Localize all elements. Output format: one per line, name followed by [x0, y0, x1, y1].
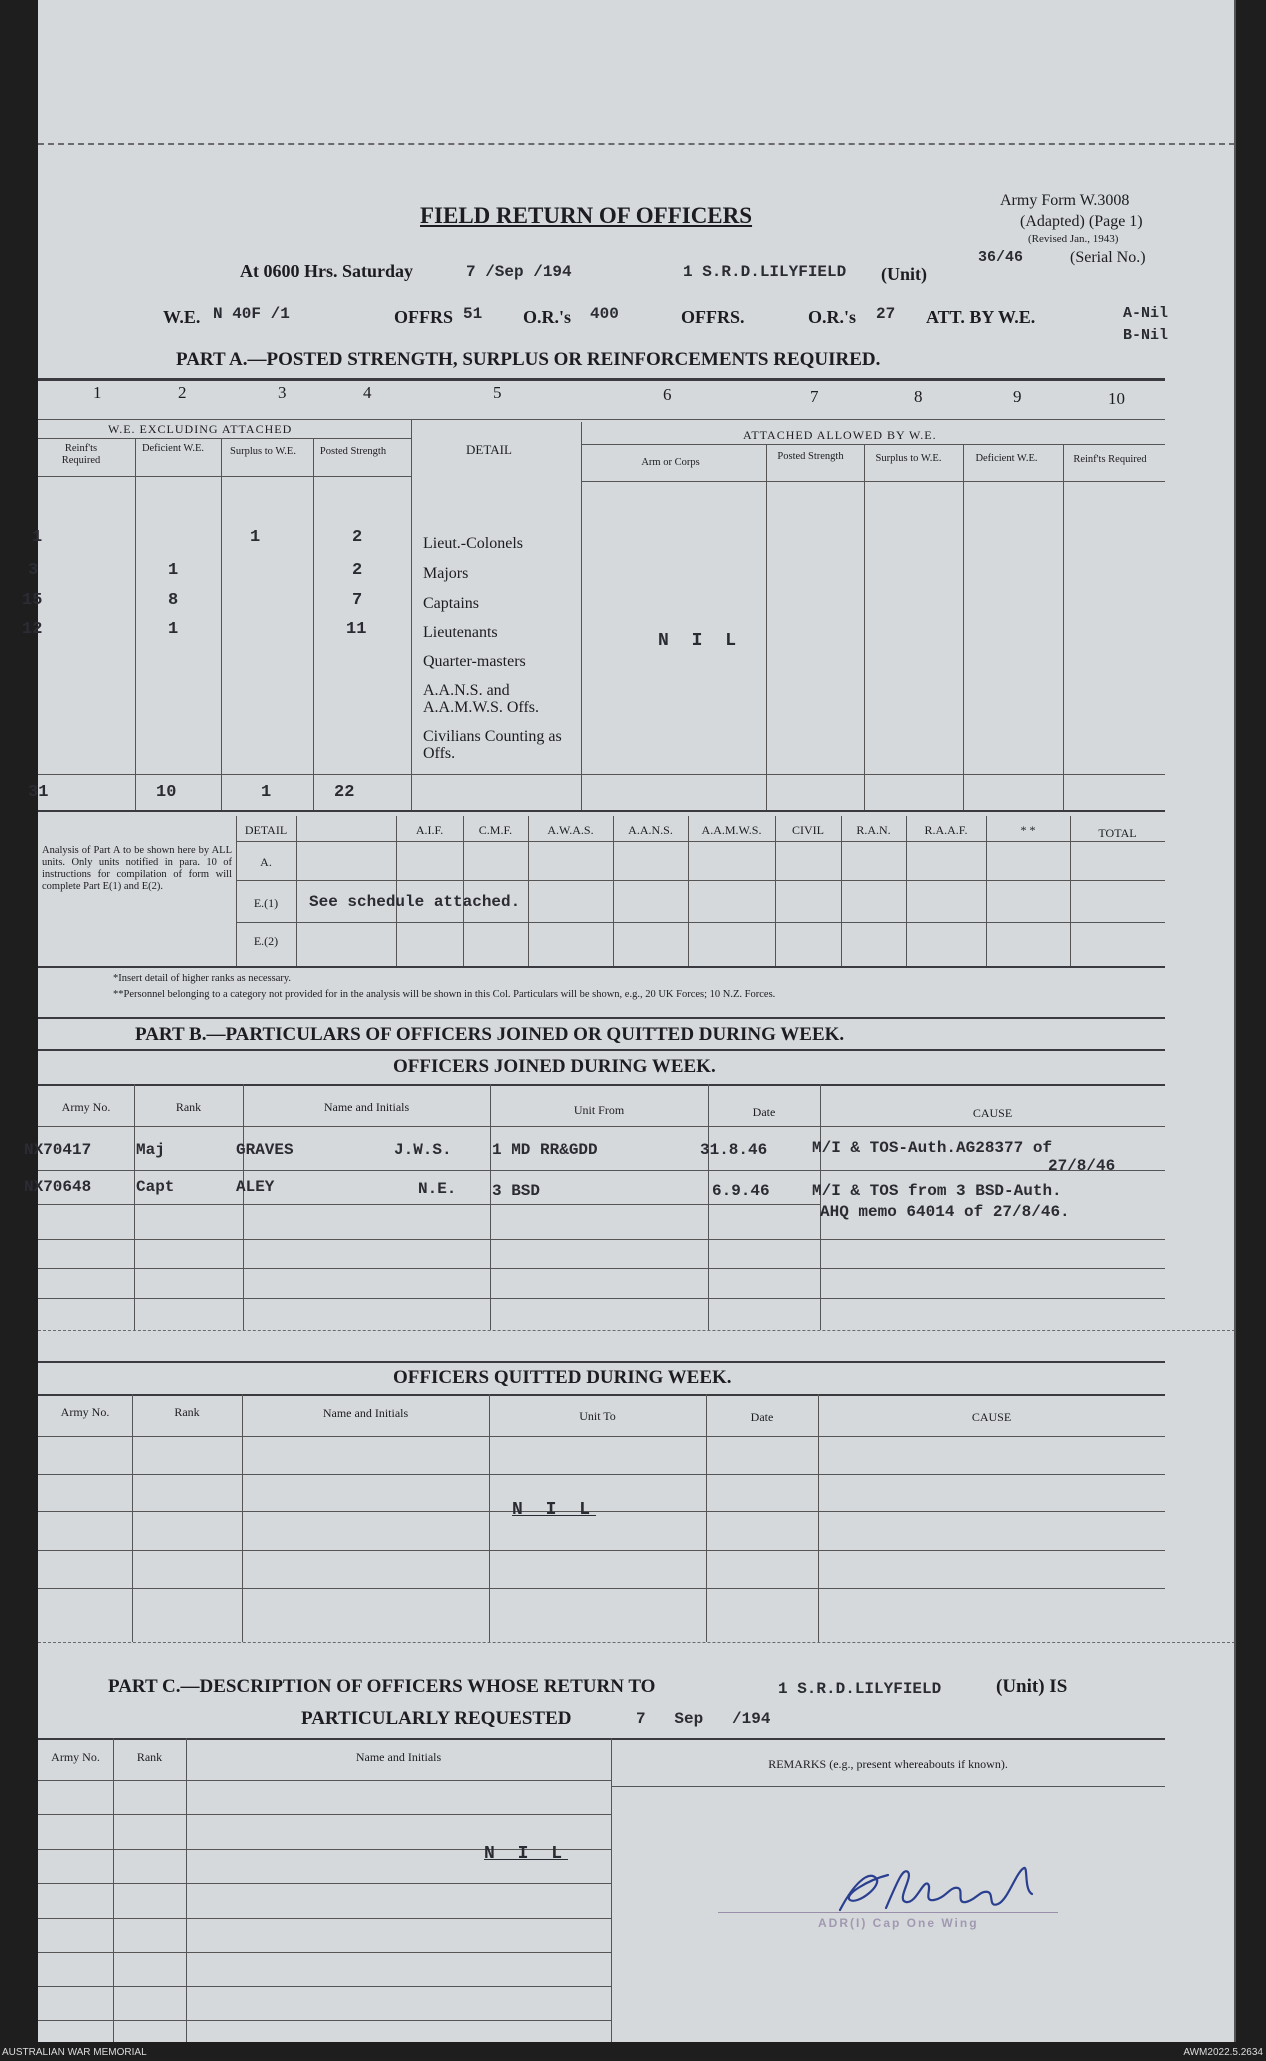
- footer-right: AWM2022.5.2634: [1183, 2047, 1263, 2058]
- col-line: [132, 1394, 133, 1642]
- quitted-header: CAUSE: [971, 1410, 1012, 1424]
- paper-edge: [1234, 0, 1236, 2042]
- surplus-we-header: Surplus to W.E.: [230, 446, 296, 457]
- ors-attached-label: O.R.'s: [808, 307, 857, 327]
- total-reinf: 31: [28, 783, 49, 802]
- rule: [38, 1436, 1165, 1437]
- return-date: 7 /Sep /194: [466, 263, 572, 281]
- col-line: [986, 816, 987, 966]
- rule: [236, 841, 1165, 842]
- total-surplus: 1: [261, 783, 272, 802]
- serial-label: (Serial No.): [1070, 249, 1146, 266]
- rule: [38, 2020, 611, 2021]
- col-line: [463, 816, 464, 966]
- joined-army-no: NX70417: [24, 1141, 92, 1159]
- attached-nil: N I L: [658, 631, 743, 651]
- joined-header: Date: [752, 1105, 776, 1119]
- part-c-title: PART C.—DESCRIPTION OF OFFICERS WHOSE RETURN TO: [108, 1676, 656, 1697]
- analysis-header: A.I.F.: [415, 823, 444, 837]
- rule: [38, 1268, 1165, 1269]
- rule: [38, 1239, 1165, 1240]
- deficient-value: 1: [168, 620, 179, 639]
- part-a-top-rule: [38, 378, 1165, 381]
- att-surplus-header: Surplus to W.E.: [875, 453, 942, 464]
- rule: [38, 419, 1165, 420]
- joined-date: 6.9.46: [712, 1182, 770, 1200]
- quitted-header: Name and Initials: [322, 1406, 409, 1420]
- footnote-2: **Personnel belonging to a category not provided for in the analysis will be shown in this Col. Particulars will be shown, e.g., 20 UK Forces; 10 N.Z. Forces.: [113, 989, 776, 1000]
- part-c-date: 7 Sep /194: [636, 1710, 771, 1728]
- offrs-attached-label: OFFRS.: [681, 307, 745, 327]
- joined-header: CAUSE: [972, 1106, 1013, 1120]
- rule: [38, 1084, 1165, 1086]
- time-line-label: At 0600 Hrs. Saturday: [240, 261, 414, 281]
- rule: [38, 1170, 1165, 1171]
- quitted-header: Date: [750, 1410, 774, 1424]
- rule: [38, 476, 411, 477]
- joined-initials: J.W.S.: [394, 1141, 452, 1159]
- analysis-row-e2: E.(2): [253, 934, 279, 948]
- att-deficient-header: Deficient W.E.: [975, 453, 1038, 464]
- reinf-value: 12: [22, 620, 43, 639]
- unit-stamp: ADR(I) Cap One Wing: [818, 1916, 979, 1930]
- unit-name: 1 S.R.D.LILYFIELD: [683, 263, 847, 281]
- col-number: 4: [363, 383, 372, 402]
- we-value: N 40F /1: [213, 305, 290, 323]
- footer-left: AUSTRALIAN WAR MEMORIAL: [2, 2047, 147, 2058]
- rule: [38, 966, 1165, 968]
- rule: [38, 1738, 1165, 1740]
- col-number: 8: [914, 387, 923, 406]
- deficient-value: 1: [168, 561, 179, 580]
- rule: [581, 444, 1165, 445]
- ors-attached-value: 27: [876, 305, 896, 323]
- posted-value: 2: [352, 528, 363, 547]
- form-adapted: (Adapted) (Page 1): [1020, 213, 1143, 230]
- deficient-value: 8: [168, 591, 179, 610]
- col-line: [864, 444, 865, 810]
- reinf-value: 15: [22, 591, 43, 610]
- rule: [38, 1986, 611, 1987]
- footer-bar: [0, 2046, 1266, 2061]
- rule: [38, 1780, 611, 1781]
- rank-detail: Civilians Counting as Offs.: [423, 728, 562, 762]
- col-number: 3: [278, 383, 287, 402]
- col-line: [411, 419, 412, 810]
- part-c-header: REMARKS (e.g., present whereabouts if known).: [768, 1757, 1008, 1771]
- deficient-we-header: Deficient W.E.: [141, 443, 205, 454]
- analysis-row-e1: E.(1): [253, 896, 279, 910]
- analysis-header: C.M.F.: [478, 823, 513, 837]
- offrs-label: OFFRS: [394, 307, 454, 327]
- part-c-unit: 1 S.R.D.LILYFIELD: [778, 1680, 942, 1698]
- col-number: 6: [663, 385, 672, 404]
- quitted-nil: N I L: [512, 1500, 597, 1520]
- total-deficient: 10: [156, 783, 177, 802]
- rule: [38, 1361, 1165, 1363]
- surplus-value: 1: [250, 528, 261, 547]
- rule: [581, 481, 1165, 482]
- totals-rule: [38, 774, 1165, 775]
- col-line: [706, 1394, 707, 1642]
- rule: [236, 880, 1165, 881]
- col-line: [221, 438, 222, 810]
- col-line: [313, 438, 314, 810]
- quitted-header: Rank: [174, 1405, 200, 1419]
- signature-image: [828, 1850, 1058, 1920]
- col-line: [243, 1084, 244, 1330]
- col-number: 5: [493, 383, 502, 402]
- rule: [38, 1883, 611, 1884]
- rule: [38, 1049, 1165, 1051]
- col-number: 1: [93, 383, 102, 402]
- rule: [38, 1474, 1165, 1475]
- analysis-header: * *: [1020, 823, 1036, 837]
- rank-detail: Lieut.-Colonels: [423, 535, 523, 552]
- part-a-title: PART A.—POSTED STRENGTH, SURPLUS OR REINFORCEMENTS REQUIRED.: [176, 349, 881, 370]
- footnote-1: *Insert detail of higher ranks as necessary.: [113, 973, 292, 984]
- col-line: [489, 1394, 490, 1642]
- col-line: [688, 816, 689, 966]
- col-line: [818, 1394, 819, 1642]
- rule: [38, 438, 411, 439]
- att-b-value: B-Nil: [1123, 327, 1169, 344]
- army-form-number: Army Form W.3008: [1000, 192, 1130, 209]
- part-a-bottom-rule: [38, 810, 1165, 812]
- col-line: [906, 816, 907, 966]
- joined-header: Rank: [175, 1100, 202, 1114]
- col-line: [841, 816, 842, 966]
- form-revised: (Revised Jan., 1943): [1028, 233, 1119, 245]
- reinf-required-header: Reinf'ts Required: [61, 443, 101, 466]
- part-c-requested: PARTICULARLY REQUESTED: [301, 1708, 572, 1729]
- serial-number: 36/46: [978, 249, 1024, 266]
- form-title: FIELD RETURN OF OFFICERS: [420, 203, 753, 228]
- joined-cause: M/I & TOS from 3 BSD-Auth.: [812, 1182, 1062, 1200]
- rule: [236, 922, 1165, 923]
- col-line: [528, 816, 529, 966]
- analysis-header: A.A.N.S.: [628, 823, 673, 837]
- col-line: [242, 1394, 243, 1642]
- joined-rank: Capt: [136, 1178, 175, 1196]
- schedule-note: See schedule attached.: [309, 893, 521, 911]
- rule: [38, 1588, 1165, 1589]
- offrs-value: 51: [463, 305, 483, 323]
- part-c-title-suffix: (Unit) IS: [996, 1676, 1068, 1697]
- joined-cause: M/I & TOS-Auth.AG28377 of: [812, 1139, 1053, 1157]
- joined-title: OFFICERS JOINED DURING WEEK.: [393, 1056, 716, 1077]
- joined-unit: 1 MD RR&GDD: [492, 1141, 598, 1159]
- rule: [38, 1550, 1165, 1551]
- rule: [38, 1814, 611, 1815]
- reinf-value: 3: [28, 561, 39, 580]
- analysis-header: CIVIL: [792, 823, 824, 837]
- quitted-header: Army No.: [60, 1405, 110, 1419]
- rank-detail: A.A.N.S. and A.A.M.W.S. Offs.: [423, 682, 540, 716]
- rank-detail: Captains: [423, 595, 479, 612]
- col-line: [581, 422, 582, 810]
- att-a-value: A-Nil: [1123, 305, 1169, 322]
- analysis-header: A.W.A.S.: [547, 823, 594, 837]
- posted-strength-header: Posted Strength: [319, 446, 387, 457]
- reinf-value: 1: [32, 528, 43, 547]
- rank-detail: Quarter-masters: [423, 653, 526, 670]
- rule: [38, 1126, 1165, 1127]
- arm-corps-header: Arm or Corps: [641, 457, 700, 468]
- quitted-header: Unit To: [579, 1409, 616, 1423]
- detail-header: DETAIL: [466, 442, 512, 457]
- quitted-title: OFFICERS QUITTED DURING WEEK.: [393, 1367, 732, 1388]
- analysis-header: A.A.M.W.S.: [701, 823, 762, 837]
- analysis-header: R.A.A.F.: [924, 823, 968, 837]
- analysis-note: Analysis of Part A to be shown here by ALL units. Only units notified in para. 10 of instructions for compilation of form will complete Part E(1) and E(2).: [42, 845, 232, 892]
- col-line: [963, 444, 964, 810]
- joined-header: Name and Initials: [323, 1100, 410, 1114]
- col-line: [775, 816, 776, 966]
- ors-value: 400: [590, 305, 619, 323]
- rank-detail: Lieutenants: [423, 624, 498, 641]
- joined-initials: N.E.: [418, 1180, 457, 1198]
- attached-allowed-header: ATTACHED ALLOWED BY W.E.: [743, 428, 937, 442]
- col-line: [396, 816, 397, 966]
- joined-header: Unit From: [573, 1103, 625, 1117]
- rule: [38, 1204, 820, 1205]
- att-posted-header: Posted Strength: [777, 451, 844, 462]
- joined-rank: Maj: [136, 1141, 165, 1159]
- rule: [611, 1786, 1165, 1787]
- joined-unit: 3 BSD: [492, 1182, 541, 1200]
- rule: [38, 1330, 1235, 1331]
- total-posted: 22: [334, 783, 355, 802]
- rule: [38, 1394, 1165, 1396]
- col-number: 10: [1108, 389, 1125, 408]
- joined-date: 31.8.46: [700, 1141, 768, 1159]
- posted-value: 2: [352, 561, 363, 580]
- att-reinf-header: Reinf'ts Required: [1073, 454, 1147, 465]
- joined-cause-cont: 27/8/46: [1048, 1157, 1116, 1175]
- col-line: [134, 1084, 135, 1330]
- ors-label: O.R.'s: [523, 307, 572, 327]
- col-line: [490, 1084, 491, 1330]
- part-c-nil: N I L: [484, 1844, 569, 1864]
- perforation-line: [38, 1642, 1235, 1643]
- rule: [38, 1918, 611, 1919]
- part-c-header: Rank: [136, 1750, 163, 1764]
- rule: [38, 1952, 611, 1953]
- col-line: [135, 438, 136, 810]
- rule: [38, 1511, 1165, 1512]
- joined-header: Army No.: [61, 1100, 111, 1114]
- unit-label: (Unit): [881, 264, 927, 284]
- col-number: 9: [1013, 387, 1022, 406]
- rule: [38, 1017, 1165, 1019]
- col-line: [113, 1738, 114, 2042]
- we-excluding-header: W.E. EXCLUDING ATTACHED: [108, 422, 293, 436]
- part-c-header: Army No.: [51, 1750, 100, 1764]
- joined-cause-cont: AHQ memo 64014 of 27/8/46.: [820, 1203, 1070, 1221]
- part-b-title: PART B.—PARTICULARS OF OFFICERS JOINED OR QUITTED DURING WEEK.: [135, 1024, 845, 1045]
- analysis-header: TOTAL: [1098, 826, 1137, 840]
- col-line: [766, 444, 767, 810]
- col-line: [611, 1738, 612, 2042]
- col-line: [1063, 444, 1064, 810]
- perforation-line: [38, 143, 1235, 145]
- part-c-header: Name and Initials: [355, 1750, 442, 1764]
- col-number: 7: [810, 387, 819, 406]
- we-label: W.E.: [163, 307, 201, 327]
- col-line: [613, 816, 614, 966]
- posted-value: 11: [346, 620, 367, 639]
- analysis-row-a: A.: [260, 855, 272, 869]
- analysis-header: R.A.N.: [856, 823, 891, 837]
- form-sheet: [22, 0, 1235, 2042]
- rule: [38, 1298, 1165, 1299]
- rank-detail: Majors: [423, 565, 469, 582]
- analysis-header: DETAIL: [244, 823, 288, 837]
- att-by-we-label: ATT. BY W.E.: [926, 307, 1036, 327]
- col-line: [296, 816, 297, 966]
- joined-name: ALEY: [236, 1178, 275, 1196]
- col-number: 2: [178, 383, 187, 402]
- posted-value: 7: [352, 591, 363, 610]
- col-line: [186, 1738, 187, 2042]
- joined-name: GRAVES: [236, 1141, 294, 1159]
- joined-army-no: NX70648: [24, 1178, 92, 1196]
- col-line: [708, 1084, 709, 1330]
